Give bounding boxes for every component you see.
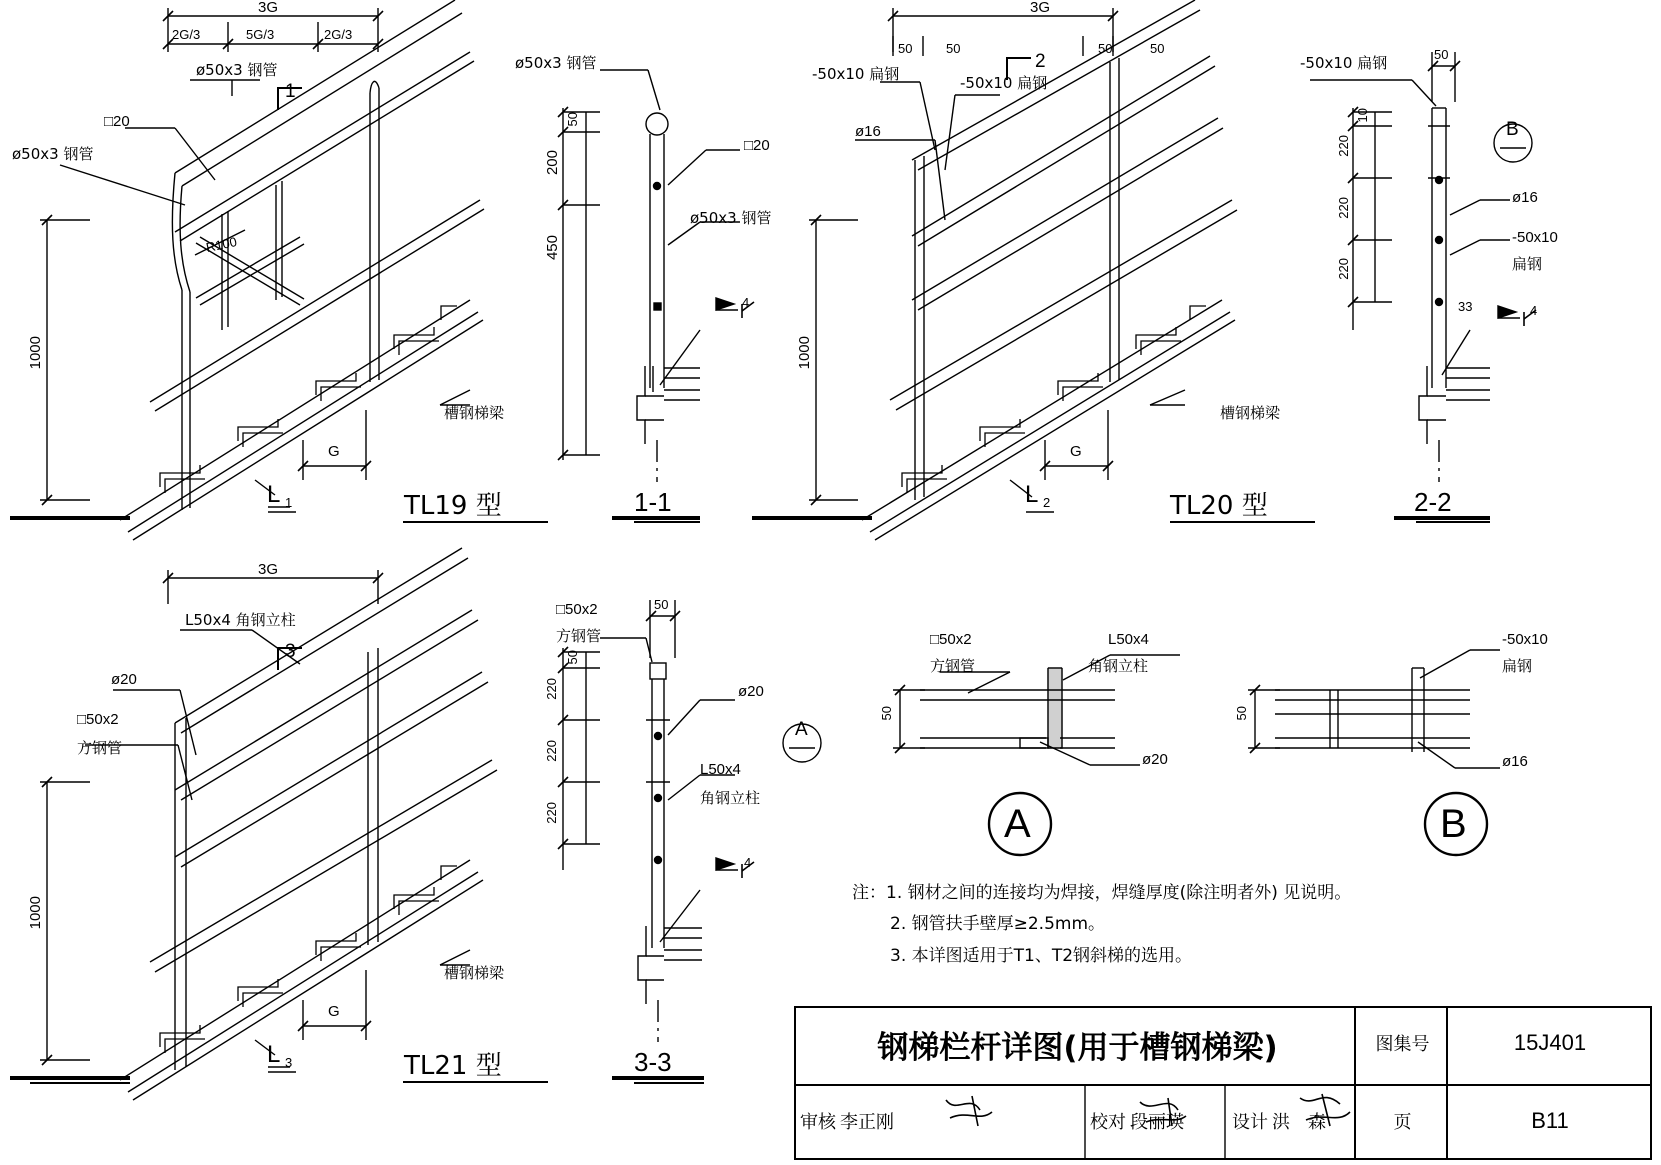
- detail-b-label-rod16: ø16: [1502, 753, 1528, 770]
- tl20-dim-total: 3G: [1030, 0, 1051, 16]
- tl21-label-angle-post: L50x4 角钢立柱: [185, 611, 296, 629]
- titleblock-check-name: 段丽瑛: [1130, 1112, 1184, 1133]
- sec22-dim-50: 50: [1434, 47, 1449, 62]
- tl19-post-mark: L: [267, 481, 281, 508]
- note-item-3: 3. 本详图适用于T1、T2钢斜梯的选用。: [890, 945, 1193, 966]
- tl19-dim-tread: G: [328, 443, 340, 460]
- tl21-label-beam: 槽钢梯梁: [444, 964, 505, 982]
- titleblock-design-label: 设计: [1232, 1112, 1268, 1133]
- sec33-dim-50: 50: [654, 597, 669, 612]
- tl19-dim-left: 2G/3: [172, 27, 201, 42]
- titleblock-review-name: 李正刚: [840, 1112, 894, 1133]
- sec11-label-pipe-top: ø50x3 钢管: [515, 54, 597, 72]
- titleblock-design-name: 洪 森: [1272, 1112, 1326, 1133]
- tl20-title: TL20 型: [1170, 491, 1268, 521]
- sec22-label-flat-top: -50x10 扁钢: [1300, 54, 1388, 72]
- tl20-dim-tread: G: [1070, 443, 1082, 460]
- sec22-dim-33: 33: [1458, 299, 1473, 314]
- tl19-label-radius: R100: [204, 233, 239, 256]
- tl19-dim-mid: 5G/3: [246, 27, 275, 42]
- sec33-dim-220c: 220: [544, 802, 559, 824]
- note-item-2: 2. 钢管扶手壁厚≥2.5mm。: [890, 914, 1106, 935]
- tl20-dim-d: 50: [1150, 41, 1165, 56]
- tl20-label-beam: 槽钢梯梁: [1220, 404, 1281, 422]
- sec22-label-rod: ø16: [1512, 189, 1538, 206]
- detail-b-mark: B: [1440, 802, 1467, 846]
- sec11-dim-450: 450: [544, 235, 561, 261]
- sec11-dim-200: 200: [544, 150, 561, 176]
- sec11-label-weld: 4: [742, 295, 750, 310]
- tl20-dim-height: 1000: [796, 336, 813, 370]
- titleblock-atlas-label: 图集号: [1375, 1034, 1430, 1055]
- detail-a-label-tube: □50x2: [930, 631, 972, 648]
- sec33-label-weld: 4: [744, 855, 752, 870]
- sec33-dim-50s: 50: [565, 650, 580, 665]
- detail-a-mark: A: [1004, 802, 1031, 846]
- titleblock-drawing-title: 钢梯栏杆详图(用于槽钢梯梁): [877, 1030, 1278, 1066]
- tl19-dim-height: 1000: [27, 336, 44, 370]
- sec33-detail-ref-a: A: [795, 719, 808, 740]
- detail-b-dim-50: 50: [1234, 706, 1249, 721]
- sec33-label-angle: L50x4: [700, 761, 741, 778]
- tl21-post-mark: L: [267, 1041, 281, 1068]
- detail-b-label-flat: -50x10: [1502, 631, 1548, 648]
- sec33-label-rod20: ø20: [738, 683, 764, 700]
- tl21-dim-tread: G: [328, 1003, 340, 1020]
- note-item-1: 1. 钢材之间的连接均为焊接，焊缝厚度(除注明者外) 见说明。: [886, 883, 1352, 903]
- tl20-post-sub: 2: [1043, 495, 1051, 510]
- detail-a-label-angle: L50x4: [1108, 631, 1149, 648]
- titleblock-check-label: 校对: [1090, 1112, 1126, 1133]
- notes-block: [852, 878, 1552, 972]
- tl20-dim-b: 50: [946, 41, 961, 56]
- titleblock-page-label: 页: [1393, 1112, 1412, 1133]
- sec33-label-angle2: 角钢立柱: [700, 789, 761, 807]
- tl21-dim-total: 3G: [258, 561, 279, 578]
- sec22-dim-220b: 220: [1336, 197, 1351, 219]
- tl20-section-mark: 2: [1035, 51, 1046, 72]
- detail-a-dim-50: 50: [879, 706, 894, 721]
- detail-b-label-flat2: 扁钢: [1502, 657, 1533, 675]
- tl21-label-tube: □50x2: [77, 711, 119, 728]
- tl21-label-rod20: ø20: [111, 671, 137, 688]
- sec22-dim-220a: 220: [1336, 135, 1351, 157]
- tl19-dim-right: 2G/3: [324, 27, 353, 42]
- detail-a-label-tube2: 方钢管: [930, 657, 976, 675]
- detail-a-label-angle2: 角钢立柱: [1088, 657, 1149, 675]
- tl19-label-square20: □20: [104, 113, 130, 130]
- sec33-dim-220a: 220: [544, 678, 559, 700]
- tl21-label-tube2: 方钢管: [77, 739, 123, 757]
- sec22-dim-10: 10: [1355, 108, 1370, 123]
- sec22-label-flat2: 扁钢: [1512, 255, 1543, 273]
- sec22-label-weld: 4: [1530, 303, 1538, 318]
- tl19-title: TL19 型: [404, 491, 502, 521]
- sec22-dim-220c: 220: [1336, 258, 1351, 280]
- notes-head: 注：: [852, 883, 886, 903]
- tl20-dim-a: 50: [898, 41, 913, 56]
- titleblock-review-label: 审核: [800, 1112, 836, 1133]
- sec22-detail-ref-b: B: [1506, 119, 1519, 140]
- titleblock-atlas-value: 15J401: [1513, 1030, 1587, 1055]
- sec22-title: 2-2: [1414, 487, 1452, 517]
- sec11-title: 1-1: [634, 487, 672, 517]
- tl21-section-mark: 3: [285, 641, 296, 662]
- tl19-post-sub: 1: [285, 495, 293, 510]
- sec33-label-tube: □50x2: [556, 601, 598, 618]
- sec33-dim-220b: 220: [544, 740, 559, 762]
- tl20-label-flat-left: -50x10 扁钢: [812, 65, 900, 83]
- tl20-post-mark: L: [1025, 481, 1039, 508]
- detail-a-label-rod20: ø20: [1142, 751, 1168, 768]
- tl19-section-mark: 1: [285, 81, 296, 102]
- sec33-label-tube2: 方钢管: [556, 627, 602, 645]
- sec33-title: 3-3: [634, 1047, 672, 1077]
- tl20-dim-c: 50: [1098, 41, 1113, 56]
- sec22-label-flat: -50x10: [1512, 229, 1558, 246]
- tl21-post-sub: 3: [285, 1055, 293, 1070]
- tl20-label-rod: ø16: [855, 123, 881, 140]
- tl19-dim-total: 3G: [258, 0, 279, 16]
- tl19-label-pipe-top: ø50x3 钢管: [196, 61, 278, 79]
- tl20-label-flat-right: -50x10 扁钢: [960, 74, 1048, 92]
- tl21-dim-height: 1000: [27, 896, 44, 930]
- tl19-label-pipe-left: ø50x3 钢管: [12, 145, 94, 163]
- tl19-label-beam: 槽钢梯梁: [444, 404, 505, 422]
- tl21-title: TL21 型: [404, 1051, 502, 1081]
- sec11-label-square20: □20: [744, 137, 770, 154]
- sec11-dim-50: 50: [565, 112, 580, 127]
- sec11-label-pipe-right: ø50x3 钢管: [690, 209, 772, 227]
- titleblock-page-value: B11: [1531, 1108, 1569, 1133]
